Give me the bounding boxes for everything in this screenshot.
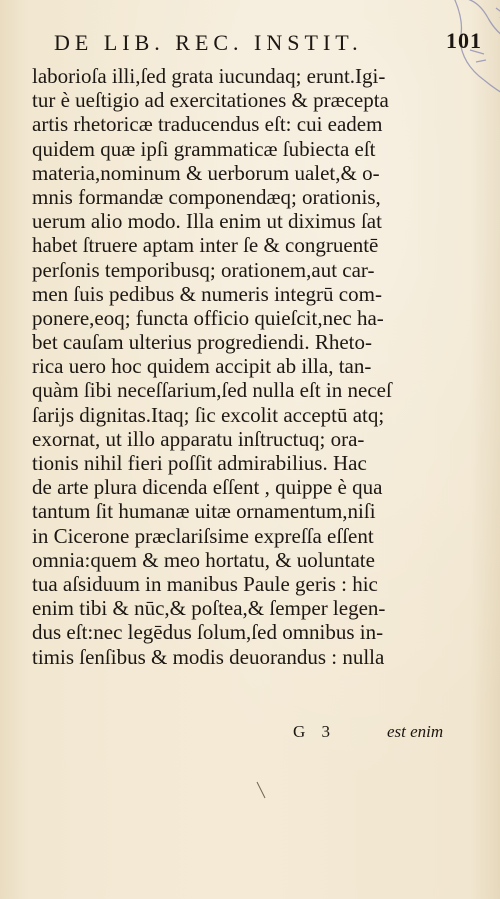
text-line: uerum alio modo. Illa enim ut diximus ſat	[32, 209, 382, 234]
text-line: tur è ueſtigio ad exercitationes & præcepta	[32, 88, 389, 113]
text-line: laborioſa illi,ſed grata iucundaq; erunt.Igi-	[32, 64, 386, 88]
margin-mark	[255, 780, 267, 800]
text-line: omnia:quem & meo hortatu, & uoluntate	[32, 547, 375, 572]
text-line: quidem quæ ipſi grammaticæ ſubiecta eſt	[32, 136, 376, 161]
catchword: est enim	[387, 722, 444, 741]
text-line: perſonis temporibusq; orationem,aut car-	[32, 257, 375, 282]
text-line: bet cauſam ulterius progrediendi. Rheto-	[32, 330, 372, 355]
text-line: ponere,eoq; functa officio quieſcit,nec ha-	[32, 305, 384, 330]
text-line: tantum ſit humanæ uitæ ornamentum,niſi	[32, 499, 376, 524]
text-line: timis ſenſibus & modis deuorandus : nulla	[32, 644, 385, 669]
text-line: in Cicerone præclariſsime expreſſa eſſent	[32, 523, 374, 548]
text-line: enim tibi & nūc,& poſtea,& ſemper legen-	[32, 596, 386, 621]
text-line: tionis nihil fieri poſſit admirabilius. Hac	[32, 451, 367, 475]
running-head: DE LIB. REC. INSTIT.	[54, 30, 363, 55]
text-line: mnis formandæ componendæq; orationis,	[32, 184, 381, 209]
page-number: 101	[446, 28, 482, 53]
text-line: men ſuis pedibus & numeris integrū com-	[32, 281, 382, 306]
text-line: rica uero hoc quidem accipit ab illa, tan-	[32, 354, 372, 379]
signature-mark: G 3	[293, 722, 337, 741]
text-line: tua aſsiduum in manibus Paule geris : hic	[32, 571, 378, 596]
text-line: materia,nominum & uerborum ualet,& o-	[32, 160, 380, 185]
text-line: ſarijs dignitas.Itaq; ſic excolit acceptū atq;	[32, 402, 385, 427]
text-line: de arte plura dicenda eſſent , quippe è qua	[32, 475, 383, 500]
text-line: habet ſtruere aptam inter ſe & congruentē	[32, 233, 379, 258]
text-line: quàm ſibi neceſſarium,ſed nulla eſt in neceſ	[32, 378, 392, 403]
text-line: dus eſt:nec legēdus ſolum,ſed omnibus in-	[32, 620, 384, 645]
text-line: exornat, ut illo apparatu inſtructuq; ora-	[32, 426, 365, 451]
body-text	[32, 64, 462, 669]
text-line: artis rhetoricæ traducendus eſt: cui eadem	[32, 112, 383, 137]
